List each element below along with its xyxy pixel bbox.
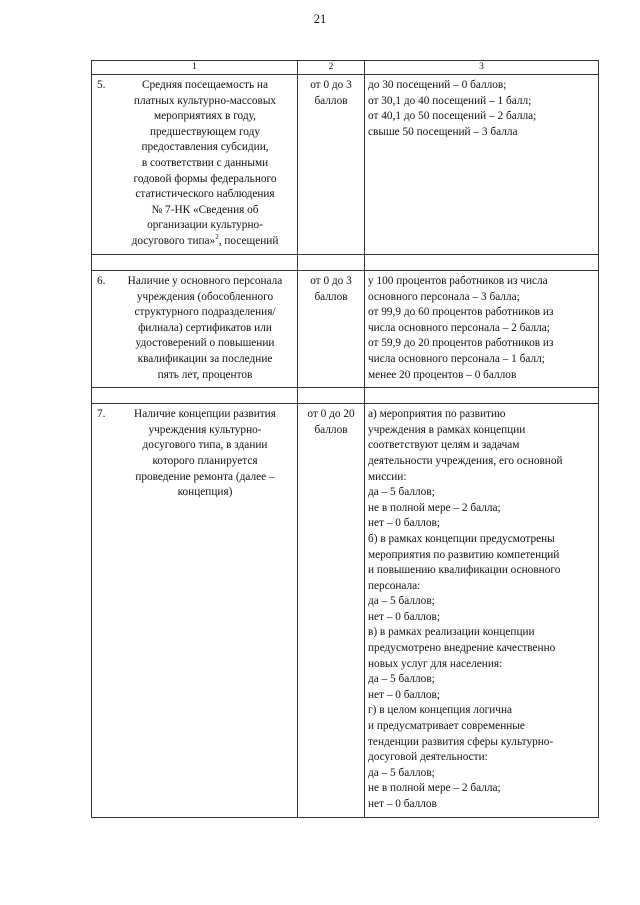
- spacer-row: [92, 255, 599, 271]
- criterion-line: структурного подразделения/: [134, 306, 276, 319]
- criterion-line: предоставления субсидии,: [141, 141, 269, 154]
- scale-line: деятельности учреждения, его основной: [368, 454, 563, 467]
- row-number: 7.: [97, 408, 106, 421]
- scale-line: учреждения в рамках концепции: [368, 423, 526, 436]
- scale-line: новых услуг для населения:: [368, 657, 503, 670]
- scale-cell: [365, 75, 599, 255]
- scale-line: досуговой деятельности:: [368, 751, 488, 764]
- criterion-line-with-footnote: [116, 234, 294, 250]
- criterion-line: Средняя посещаемость на: [142, 79, 268, 91]
- criterion-text: [116, 78, 294, 250]
- score-line: баллов: [314, 290, 348, 303]
- score-line: от 0 до 3: [310, 275, 352, 287]
- score-cell: [298, 75, 365, 255]
- scale-line: основного персонала – 3 балла;: [368, 290, 520, 303]
- scale-line: тенденции развития сферы культурно-: [368, 735, 554, 748]
- criterion-line: досугового типа, в здании: [142, 439, 268, 452]
- criterion-line: платных культурно-массовых: [133, 94, 277, 107]
- criterion-cell: [92, 75, 298, 255]
- criterion-line: организации культурно-: [147, 219, 263, 232]
- scale-line: в) в рамках реализации концепции: [368, 626, 535, 639]
- scale-line: да – 5 баллов;: [368, 673, 435, 686]
- scale-line: менее 20 процентов – 0 баллов: [368, 368, 517, 381]
- table-row: [92, 75, 599, 255]
- table-header-row: [92, 61, 599, 75]
- footnote-marker: 2: [215, 233, 219, 242]
- scale-line: числа основного персонала – 1 балл;: [368, 352, 545, 365]
- criterion-line: которого планируется: [152, 454, 258, 467]
- page-number: 21: [313, 12, 327, 26]
- criterion-text-part: , посещений: [218, 234, 279, 247]
- column-header-3: 3: [365, 61, 599, 75]
- scale-line: б) в рамках концепции предусмотрены: [368, 532, 555, 545]
- criterion-line: пять лет, процентов: [157, 368, 253, 381]
- scale-line: от 59,9 до 20 процентов работников из: [368, 337, 554, 350]
- scale-line: г) в целом концепция логична: [368, 704, 513, 717]
- criterion-line: № 7-НК «Сведения об: [151, 203, 259, 216]
- criterion-line: учреждения (обособленного: [136, 290, 274, 303]
- table-row: [92, 271, 599, 388]
- scale-line: у 100 процентов работников из числа: [368, 275, 548, 287]
- row-number: 6.: [97, 275, 106, 287]
- scale-line: нет – 0 баллов;: [368, 610, 441, 623]
- scale-line: соответствуют целям и задачам: [368, 439, 520, 452]
- criterion-text-part: досугового типа»: [131, 234, 216, 247]
- criterion-cell: [92, 404, 298, 817]
- scale-line: до 30 посещений – 0 баллов;: [368, 79, 507, 91]
- scale-line: от 99,9 до 60 процентов работников из: [368, 306, 554, 319]
- scale-line: от 40,1 до 50 посещений – 2 балла;: [368, 110, 537, 123]
- scale-line: числа основного персонала – 2 балла;: [368, 321, 550, 334]
- column-header-2: 2: [298, 61, 365, 75]
- criterion-line: концепция): [177, 486, 233, 499]
- criterion-line: статистического наблюдения: [135, 188, 275, 201]
- scale-line: миссии:: [368, 470, 407, 483]
- scale-line: да – 5 баллов;: [368, 595, 435, 608]
- score-cell: [298, 271, 365, 388]
- scale-line: а) мероприятия по развитию: [368, 408, 506, 421]
- criterion-line: учреждения культурно-: [148, 423, 262, 436]
- scale-line: предусмотрено внедрение качественно: [368, 642, 556, 655]
- row-number: 5.: [97, 79, 106, 91]
- scale-line: не в полной мере – 2 балла;: [368, 782, 501, 795]
- scale-line: нет – 0 баллов;: [368, 688, 441, 701]
- scale-line: и предусматривает современные: [368, 720, 525, 733]
- criterion-line: в соответствии с данными: [141, 156, 269, 169]
- column-header-1: 1: [92, 61, 298, 75]
- criteria-table: [91, 60, 599, 818]
- scale-line: персонала:: [368, 579, 421, 592]
- scale-cell: [365, 404, 599, 817]
- score-line: баллов: [314, 423, 348, 436]
- criterion-line: филиала) сертификатов или: [138, 321, 272, 334]
- scale-cell: [365, 271, 599, 388]
- scale-line: нет – 0 баллов;: [368, 517, 441, 530]
- criterion-line: квалификации за последние: [137, 352, 273, 365]
- table-row: [92, 404, 599, 817]
- scale-line: нет – 0 баллов: [368, 798, 437, 810]
- score-cell: [298, 404, 365, 817]
- criterion-line: Наличие концепции развития: [134, 408, 276, 421]
- criterion-line: проведение ремонта (далее –: [135, 470, 275, 483]
- scale-line: да – 5 баллов;: [368, 486, 435, 499]
- scale-line: и повышению квалификации основного: [368, 564, 561, 577]
- scale-line: да – 5 баллов;: [368, 766, 435, 779]
- scale-line: не в полной мере – 2 балла;: [368, 501, 501, 514]
- score-line: от 0 до 3: [310, 79, 352, 91]
- criterion-line: Наличие у основного персонала: [127, 275, 283, 287]
- score-line: от 0 до 20: [307, 408, 355, 421]
- criterion-text: [116, 274, 294, 383]
- scale-line: от 30,1 до 40 посещений – 1 балл;: [368, 94, 532, 107]
- criterion-line: предшествующем году: [149, 125, 261, 138]
- criterion-cell: [92, 271, 298, 388]
- score-line: баллов: [314, 94, 348, 107]
- criterion-line: годовой формы федерального: [133, 172, 277, 185]
- criterion-line: удостоверений о повышении: [135, 337, 275, 350]
- criterion-text: [116, 407, 294, 501]
- criterion-line: мероприятиях в году,: [154, 110, 256, 123]
- scale-line: свыше 50 посещений – 3 балла: [368, 125, 518, 138]
- spacer-row: [92, 388, 599, 404]
- scale-line: мероприятия по развитию компетенций: [368, 548, 560, 561]
